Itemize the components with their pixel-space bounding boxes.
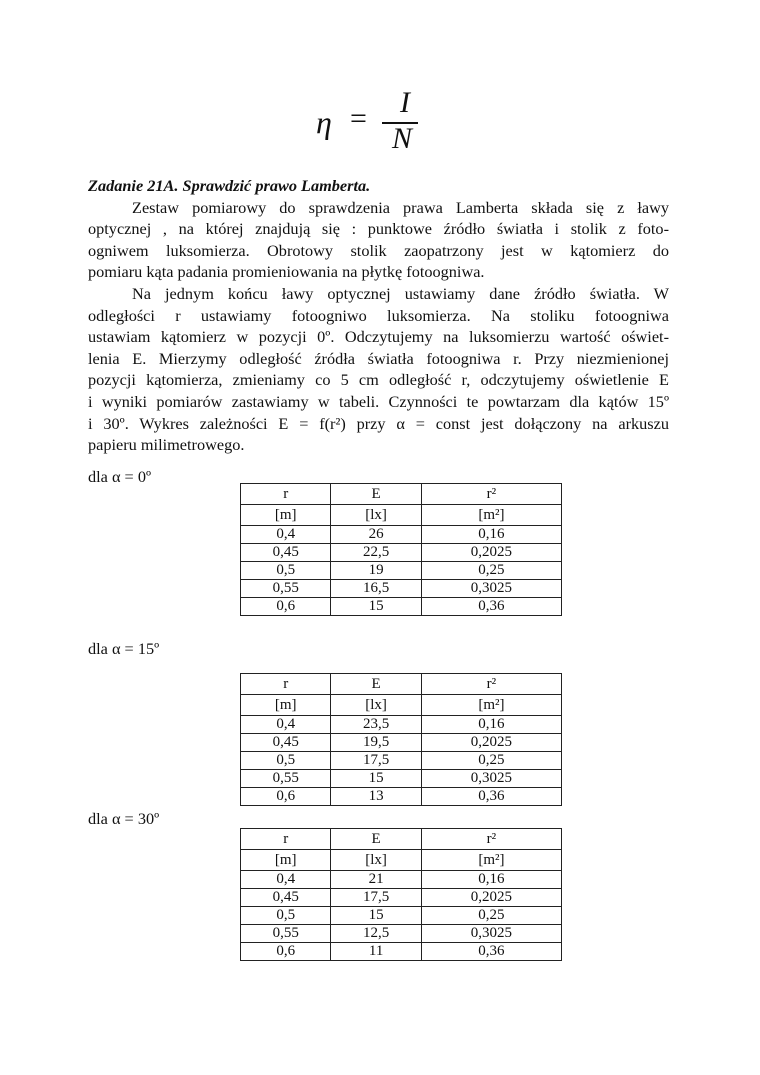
table-cell: 17,5 xyxy=(331,889,421,907)
table-cell: 0,4 xyxy=(241,716,331,734)
units-row xyxy=(241,695,562,716)
table-cell: 0,3025 xyxy=(421,770,561,788)
table-row xyxy=(241,889,562,907)
table-cell: 15 xyxy=(331,770,421,788)
measurement-table xyxy=(240,828,562,961)
paragraph-line: pomiaru kąta padania promieniowania na płytkę fotoogniwa. xyxy=(88,262,485,282)
table-cell: 0,25 xyxy=(421,562,561,580)
table-cell: 0,36 xyxy=(421,598,561,616)
table-cell: 0,5 xyxy=(241,907,331,925)
column-header: r² xyxy=(421,674,561,695)
table-cell: 0,55 xyxy=(241,770,331,788)
table-cell: 17,5 xyxy=(331,752,421,770)
table-cell: 0,25 xyxy=(421,752,561,770)
paragraph-line: i 30º. Wykres zależności E = f(r²) przy α = const jest dołączony na arkuszu xyxy=(88,413,669,433)
table-row xyxy=(241,580,562,598)
table-cell: 0,6 xyxy=(241,598,331,616)
paragraph-line: lenia E. Mierzymy odległość źródła światła fotoogniwa r. Przy niezmienionej xyxy=(88,348,669,368)
units-row xyxy=(241,505,562,526)
table-cell: 0,6 xyxy=(241,943,331,961)
paragraph-line: optycznej , na której znajdują się : punktowe źródło światła i stolik z foto- xyxy=(88,219,669,239)
column-header: r² xyxy=(421,484,561,505)
paragraph-line: Zestaw pomiarowy do sprawdzenia prawa Lamberta składa się z ławy xyxy=(132,197,669,217)
formula-denominator: N xyxy=(391,122,412,155)
table-cell: 26 xyxy=(331,526,421,544)
formula-equals: = xyxy=(350,102,367,135)
table-cell: 15 xyxy=(331,598,421,616)
table-cell: 0,16 xyxy=(421,871,561,889)
unit-cell: [m] xyxy=(241,850,331,871)
measurement-table xyxy=(240,483,562,616)
table-cell: 22,5 xyxy=(331,544,421,562)
unit-cell: [lx] xyxy=(331,695,421,716)
unit-cell: [m²] xyxy=(421,695,561,716)
column-header: r xyxy=(241,484,331,505)
table-cell: 0,3025 xyxy=(421,580,561,598)
table-row xyxy=(241,598,562,616)
table-label: dla α = 15º xyxy=(88,639,160,658)
table-cell: 0,45 xyxy=(241,544,331,562)
formula-numerator: I xyxy=(400,86,410,119)
paragraph-line: odległości r ustawiamy fotoogniwo luksomierza. Na stoliku fotoogniwa xyxy=(88,305,669,325)
table-cell: 0,4 xyxy=(241,871,331,889)
table-cell: 0,5 xyxy=(241,752,331,770)
formula-lhs: η xyxy=(316,104,332,140)
table-cell: 0,4 xyxy=(241,526,331,544)
unit-cell: [m²] xyxy=(421,850,561,871)
task-paragraphs xyxy=(88,197,669,456)
header-row xyxy=(241,484,562,505)
table-row xyxy=(241,562,562,580)
unit-cell: [m] xyxy=(241,505,331,526)
table-cell: 16,5 xyxy=(331,580,421,598)
table-cell: 0,45 xyxy=(241,889,331,907)
column-header: r xyxy=(241,829,331,850)
table-row xyxy=(241,788,562,806)
table-cell: 0,6 xyxy=(241,788,331,806)
task-text xyxy=(88,175,669,456)
unit-cell: [m²] xyxy=(421,505,561,526)
table-cell: 0,36 xyxy=(421,788,561,806)
table-cell: 0,5 xyxy=(241,562,331,580)
table-cell: 21 xyxy=(331,871,421,889)
table-row xyxy=(241,734,562,752)
table-label: dla α = 30º xyxy=(88,809,160,828)
units-row xyxy=(241,850,562,871)
table-cell: 0,2025 xyxy=(421,734,561,752)
header-row xyxy=(241,829,562,850)
table-cell: 0,16 xyxy=(421,526,561,544)
table-cell: 0,2025 xyxy=(421,544,561,562)
measurement-table xyxy=(240,673,562,806)
column-header: E xyxy=(331,829,421,850)
table-cell: 13 xyxy=(331,788,421,806)
table-row xyxy=(241,526,562,544)
table-cell: 0,16 xyxy=(421,716,561,734)
unit-cell: [lx] xyxy=(331,850,421,871)
table-cell: 0,55 xyxy=(241,925,331,943)
table-row xyxy=(241,925,562,943)
table-label: dla α = 0º xyxy=(88,467,152,486)
table-row xyxy=(241,716,562,734)
column-header: r xyxy=(241,674,331,695)
header-row xyxy=(241,674,562,695)
table-cell: 19 xyxy=(331,562,421,580)
table-cell: 0,2025 xyxy=(421,889,561,907)
column-header: E xyxy=(331,484,421,505)
paragraph-line: ogniwem luksomierza. Obrotowy stolik zaopatrzony jest w kątomierz do xyxy=(88,240,669,260)
table-cell: 15 xyxy=(331,907,421,925)
table-row xyxy=(241,752,562,770)
paragraph-line: i wyniki pomiarów zastawiamy w tabeli. Czynności te powtarzam dla kątów 15º xyxy=(88,391,669,411)
column-header: E xyxy=(331,674,421,695)
table-cell: 0,25 xyxy=(421,907,561,925)
table-row xyxy=(241,770,562,788)
table-cell: 23,5 xyxy=(331,716,421,734)
column-header: r² xyxy=(421,829,561,850)
table-cell: 0,3025 xyxy=(421,925,561,943)
table-row xyxy=(241,943,562,961)
table-row xyxy=(241,544,562,562)
unit-cell: [m] xyxy=(241,695,331,716)
unit-cell: [lx] xyxy=(331,505,421,526)
paragraph-line: ustawiam kątomierz w pozycji 0º. Odczytujemy na luksomierzu wartość oświet- xyxy=(88,327,669,347)
table-cell: 11 xyxy=(331,943,421,961)
paragraph-line: papieru milimetrowego. xyxy=(88,435,245,455)
table-cell: 0,55 xyxy=(241,580,331,598)
paragraph-line: Na jednym końcu ławy optycznej ustawiamy dane źródło światła. W xyxy=(132,283,669,303)
table-cell: 19,5 xyxy=(331,734,421,752)
table-cell: 0,45 xyxy=(241,734,331,752)
table-row xyxy=(241,907,562,925)
table-cell: 12,5 xyxy=(331,925,421,943)
table-row xyxy=(241,871,562,889)
paragraph-line: pozycji kątomierza, zmieniamy co 5 cm odległość r, odczytujemy oświetlenie E xyxy=(88,370,669,390)
task-title: Zadanie 21A. Sprawdzić prawo Lamberta. xyxy=(88,176,371,195)
table-cell: 0,36 xyxy=(421,943,561,961)
